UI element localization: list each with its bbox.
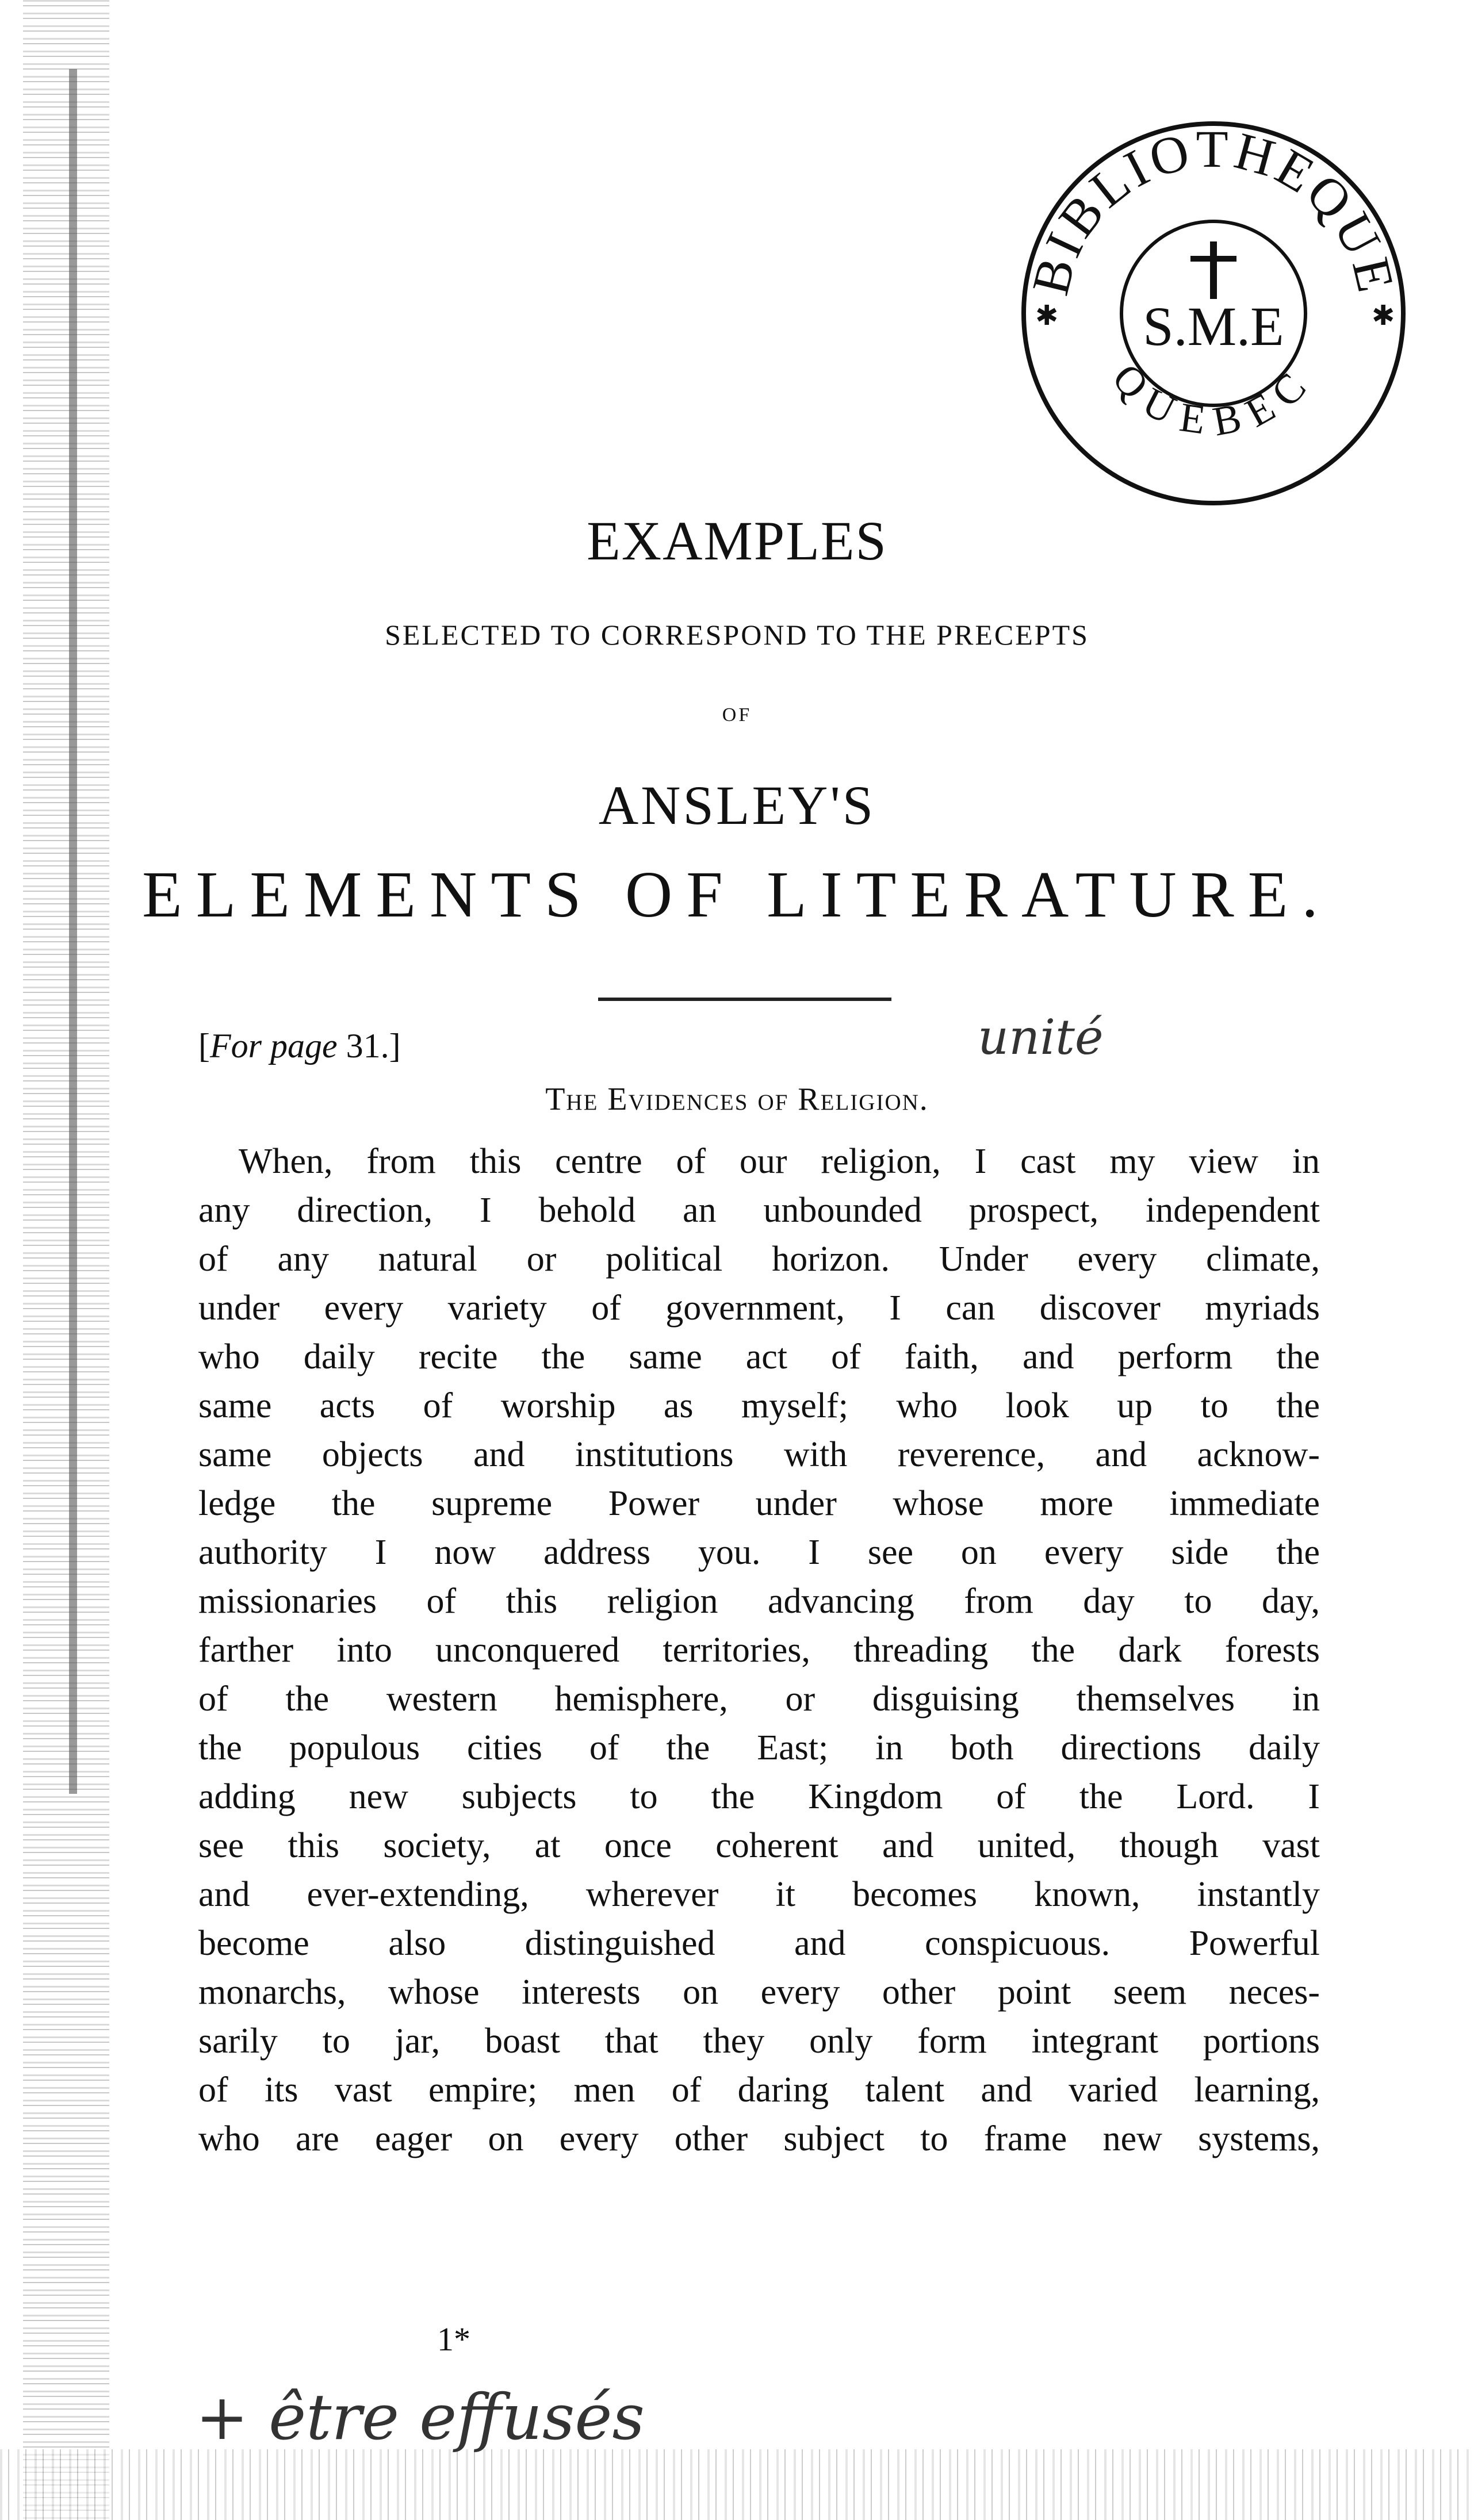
page-reference-prefix: [ [198, 1027, 210, 1065]
text-line: ledge the supreme Power under whose more immediate [198, 1484, 1320, 1523]
text-line: same acts of worship as myself; who look up to the [198, 1386, 1320, 1425]
page-reference [198, 1026, 401, 1066]
work-title: ELEMENTS OF LITERATURE. [142, 858, 1332, 931]
text-line: When, from this centre of our religion, I cast my view in [239, 1142, 1320, 1181]
cross-icon [1190, 241, 1236, 299]
text-line: adding new subjects to the Kingdom of the Lord. I [198, 1777, 1320, 1816]
page-reference-number: 31.] [346, 1027, 401, 1065]
text-line: of any natural or political horizon. Under every climate, [198, 1240, 1320, 1279]
signature-mark: 1* [437, 2320, 470, 2358]
text-line: who are eager on every other subject to frame new systems, [198, 2119, 1320, 2158]
star-icon: ✱ [1372, 300, 1395, 332]
svg-text:QUEBEC [1104, 355, 1323, 445]
title-connector: OF [722, 704, 752, 726]
page-bottom-edge [0, 2449, 1474, 2520]
section-title: The Evidences of Religion. [545, 1081, 929, 1117]
text-line: monarchs, whose interests on every other point seem neces- [198, 1973, 1320, 2012]
text-line: any direction, I behold an unbounded prospect, independent [198, 1191, 1320, 1230]
library-stamp [1012, 112, 1415, 515]
text-line: authority I now address you. I see on every side the [198, 1533, 1320, 1572]
title-divider [598, 998, 891, 1001]
text-line: sarily to jar, boast that they only form integrant portions [198, 2022, 1320, 2061]
stamp-bottom-text: QUEBEC [1103, 354, 1323, 445]
text-line: missionaries of this religion advancing from day to day, [198, 1582, 1320, 1621]
handwritten-margin-note: unité [978, 1009, 1104, 1065]
text-line: of the western hemisphere, or disguising themselves in [198, 1679, 1320, 1719]
text-line: of its vast empire; men of daring talent and varied learning, [198, 2070, 1320, 2109]
page-reference-label: For page [209, 1027, 338, 1065]
text-line: the populous cities of the East; in both directions daily [198, 1728, 1320, 1767]
binding-edge [23, 0, 109, 2520]
text-line: become also distinguished and conspicuous. Powerful [198, 1924, 1320, 1963]
stamp-top-text: BIBLIOTHEQUE [1020, 119, 1407, 301]
body-text [198, 1137, 1320, 2164]
page-title: EXAMPLES [587, 510, 887, 571]
handwritten-bottom-note: + être effusés [196, 2380, 645, 2454]
stamp-center-text: S.M.E [1143, 296, 1284, 357]
text-line: and ever-extending, wherever it becomes known, instantly [198, 1875, 1320, 1914]
author-name: ANSLEY'S [598, 774, 876, 836]
text-line: who daily recite the same act of faith, and perform the [198, 1337, 1320, 1376]
text-line: same objects and institutions with reverence, and acknow- [198, 1435, 1320, 1474]
page-subtitle: SELECTED TO CORRESPOND TO THE PRECEPTS [385, 619, 1089, 651]
text-line: farther into unconquered territories, threading the dark forests [198, 1631, 1320, 1670]
star-icon: ✱ [1035, 300, 1059, 332]
text-line: under every variety of government, I can discover myriads [198, 1288, 1320, 1328]
text-line: see this society, at once coherent and united, though vast [198, 1826, 1320, 1865]
